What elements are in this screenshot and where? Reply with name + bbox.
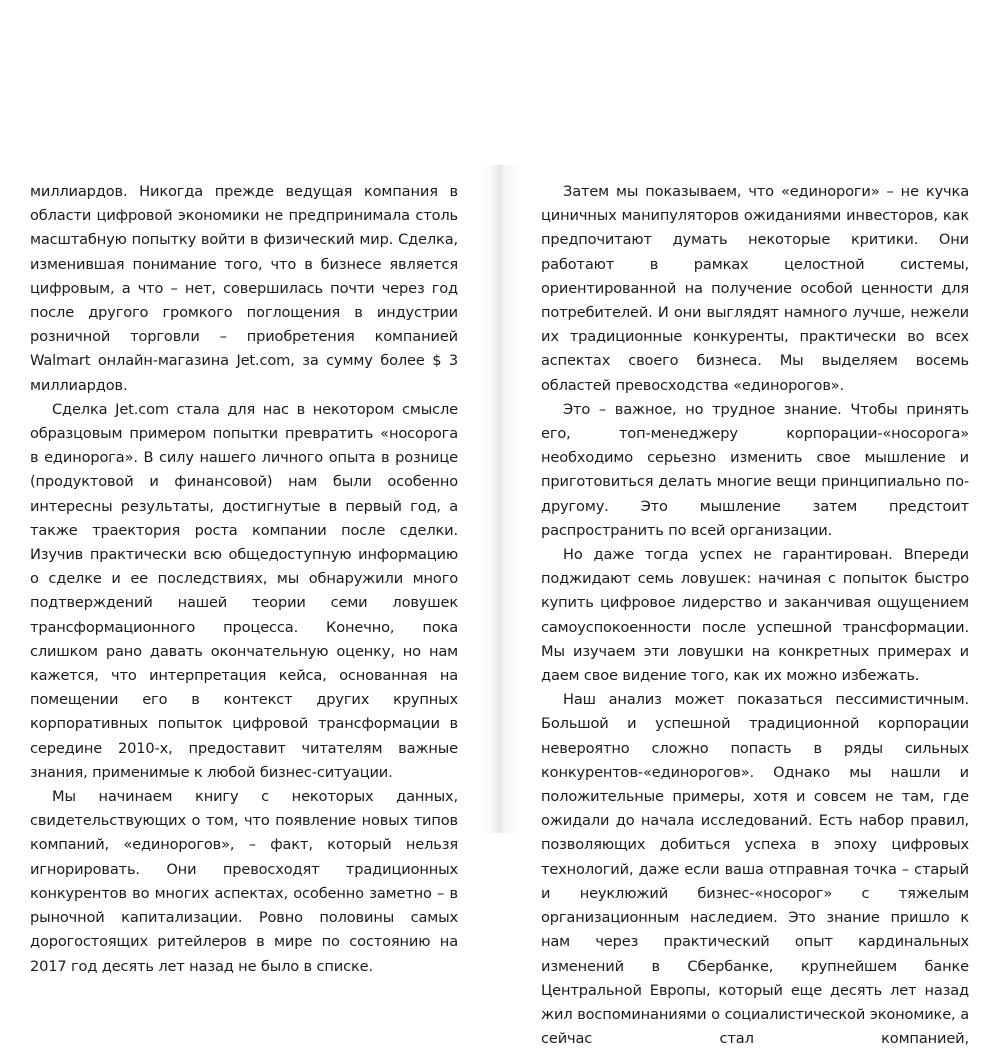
- right-paragraph-4: Наш анализ может показаться пессимистичным. Большой и успешной традиционной корпорации невероятно сложно попасть в ряды сильных конкурентов-«единорогов». Однако мы нашли и положительные примеры, хотя и совсем не там, где ожидали до начала исследований. Есть набор правил, позволяющих добиться успеха в эпоху цифровых технологий, даже если ваша отправная точка – старый и неуклюжий бизнес-«носорог» с тяжелым организационным наследием. Это знание пришло к нам через практический опыт кардинальных изменений в Сбербанке, крупнейшем банке Центральной Европы, который еще десять лет назад жил воспоминаниями о социалистической экономике, а сейчас стал компанией,: [541, 691, 969, 1048]
- right-paragraph-3: Но даже тогда успех не гарантирован. Впереди поджидают семь ловушек: начиная с попыток быстро купить цифровое лидерство и заканчивая ощущением самоуспокоенности после успешной трансформации. Мы изучаем эти ловушки на конкретных примерах и даем свое видение того, как их можно избежать.: [541, 546, 969, 685]
- right-paragraph-2: Это – важное, но трудное знание. Чтобы принять его, топ-менеджеру корпорации-«носорога» необходимо серьезно изменить свое мышление и приготовиться делать многие вещи принципиально по-другому. Это мышление затем предстоит распространить по всей организации.: [541, 400, 969, 539]
- left-page: [30, 180, 458, 979]
- right-page: [541, 180, 969, 1051]
- left-paragraph-2: Сделка Jet.com стала для нас в некотором смысле образцовым примером попытки превратить «носорога в единорога». В силу нашего личного опыта в рознице (продуктовой и финансовой) нам были особенно интересны результаты, достигнутые в первый год, а также траектория роста компании после сделки. Изучив практически всю общедоступную информацию о сделке и ее последствиях, мы обнаружили много подтверждений нашей теории семи ловушек трансформационного процесса. Конечно, пока слишком рано давать окончательную оценку, но нам кажется, что интерпретация кейса, основанная на помещении его в контекст других крупных корпоративных попыток цифровой трансформации в середине 2010-х, предоставит читателям важные знания, применимые к любой бизнес-ситуации.: [30, 400, 458, 781]
- right-paragraph-1: Затем мы показываем, что «единороги» – не кучка циничных манипуляторов ожиданиями инвесторов, как предпочитают думать некоторые критики. Они работают в рамках целостной системы, ориентированной на получение особой ценности для потребителей. И они выглядят намного лучше, нежели их традиционные конкуренты, практически во всех аспектах своего бизнеса. Мы выделяем восемь областей превосходства «единорогов».: [541, 183, 969, 394]
- left-paragraph-3: Мы начинаем книгу с некоторых данных, свидетельствующих о том, что появление новых типов компаний, «единорогов», – факт, который нельзя игнорировать. Они превосходят традиционных конкурентов во многих аспектах, особенно заметно – в рыночной капитализации. Ровно половины самых дорогостоящих ритейлеров в мире по состоянию на 2017 год десять лет назад не было в списке.: [30, 788, 458, 975]
- left-paragraph-1: миллиардов. Никогда прежде ведущая компания в области цифровой экономики не предпринимала столь масштабную попытку войти в физический мир. Сделка, изменившая понимание того, что в бизнесе является цифровым, а что – нет, совершилась почти через год после другого громкого поглощения в индустрии розничной торговли – приобретения компанией Walmart онлайн-магазина Jet.com, за сумму более $ 3 миллиардов.: [30, 183, 458, 394]
- book-gutter-shadow: [478, 165, 522, 833]
